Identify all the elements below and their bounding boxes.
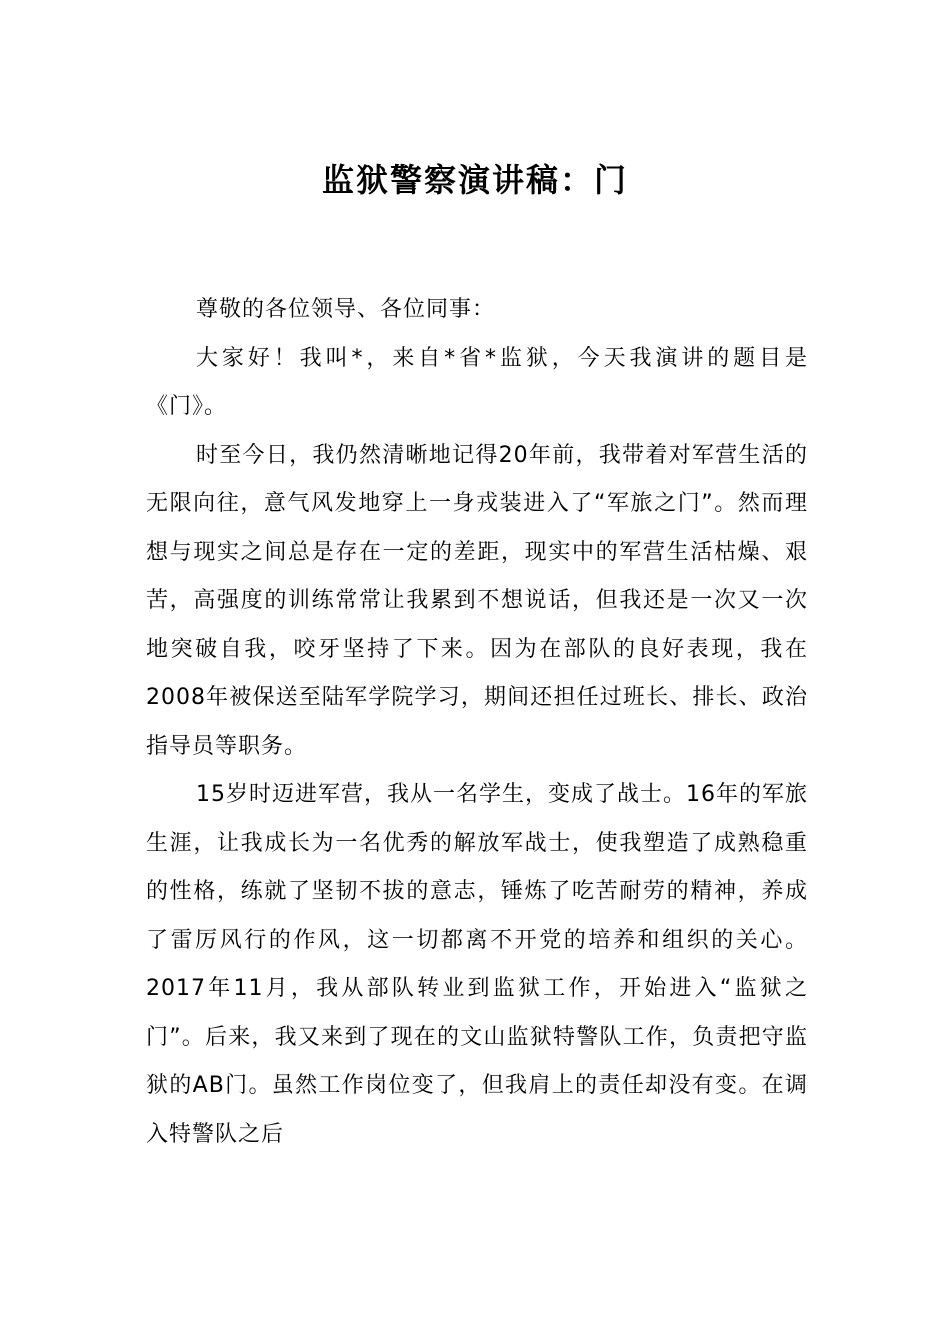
paragraph-prison-work: 15岁时迈进军营，我从一名学生，变成了战士。16年的军旅生涯，让我成长为一名优秀的解放军战士，使我塑造了成熟稳重的性格，练就了坚韧不拔的意志，锤炼了吃苦耐劳的精神，养成了雷厉风行的作风，这一切都离不开党的培养和组织的关心。2017年11月，我从部队转业到监狱工作，开始进入“监狱之门”。后来，我又来到了现在的文山监狱特警队工作，负责把守监狱的AB门。虽然工作岗位变了，但我肩上的责任却没有变。在调入特警队之后 [146,782,808,1147]
paragraph-intro: 大家好！我叫*，来自*省*监狱，今天我演讲的题目是《门》。 [146,345,808,419]
paragraph-military-career: 时至今日，我仍然清晰地记得20年前，我带着对军营生活的无限向往，意气风发地穿上一身戎装进入了“军旅之门”。然而理想与现实之间总是存在一定的差距，现实中的军营生活枯燥、艰苦，高强度的训练常常让我累到不想说话，但我还是一次又一次地突破自我，咬牙坚持了下来。因为在部队的良好表现，我在2008年被保送至陆军学院学习，期间还担任过班长、排长、政治指导员等职务。 [146,442,808,759]
document-body [146,286,808,1159]
paragraph-greeting: 尊敬的各位领导、各位同事： [196,297,496,322]
document-title: 监狱警察演讲稿：门 [321,161,628,199]
